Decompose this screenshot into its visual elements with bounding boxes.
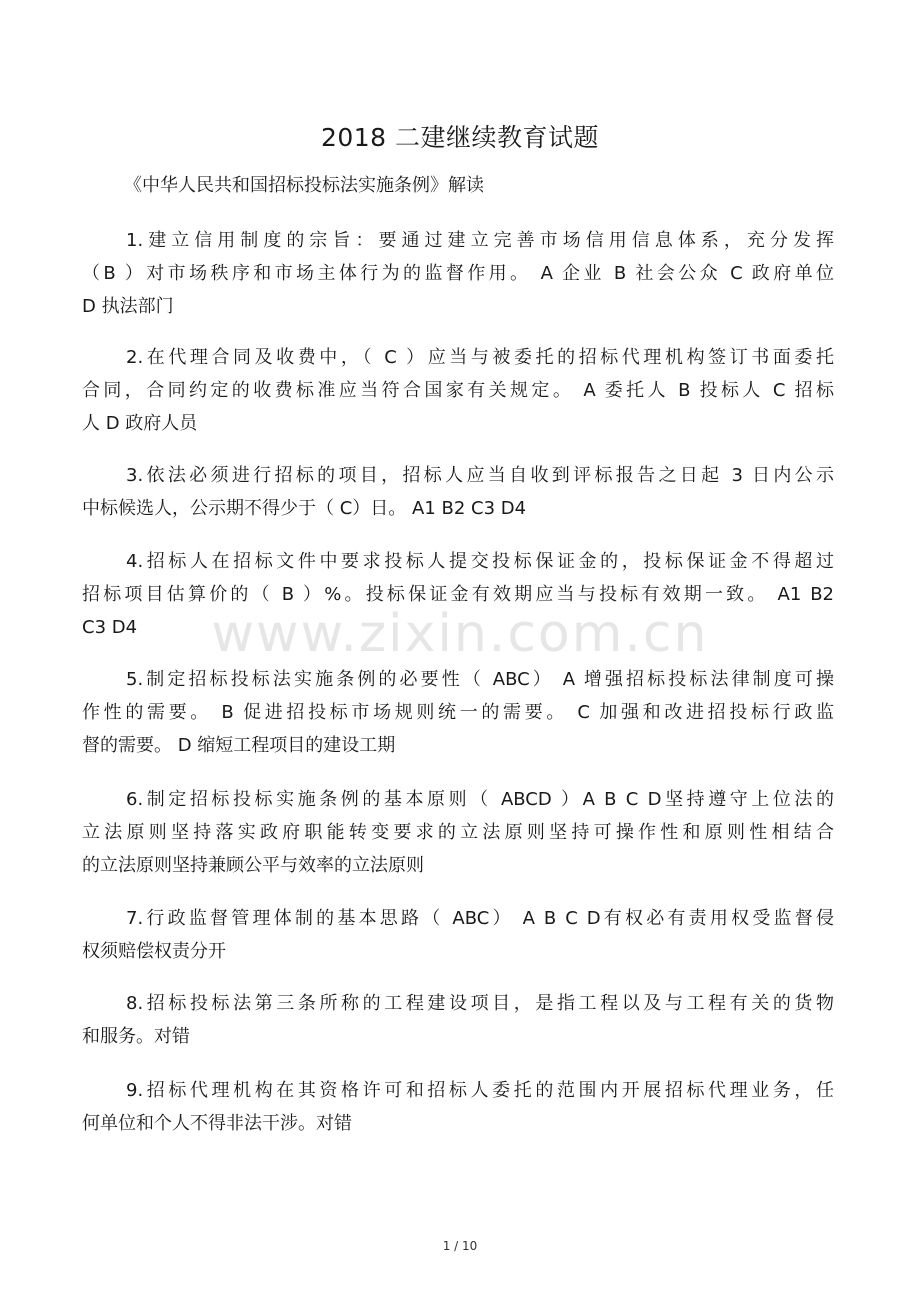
question-6 bbox=[82, 783, 834, 882]
question-line: 4.招标人在招标文件中要求投标人提交投标保证金的，投标保证金不得超过 bbox=[126, 551, 834, 572]
question-line: 8.招标投标法第三条所称的工程建设项目，是指工程以及与工程有关的货物 bbox=[126, 993, 834, 1014]
question-line: 6.制定招标投标实施条例的基本原则（ ABCD ）A B C D坚持遵守上位法的 bbox=[126, 789, 834, 810]
question-line: 人 D 政府人员 bbox=[82, 413, 198, 434]
question-line: D 执法部门 bbox=[82, 296, 174, 317]
question-line: C3 D4 bbox=[82, 617, 138, 638]
question-line: （B ）对市场秩序和市场主体行为的监督作用。 A 企业 B 社会公众 C 政府单位 bbox=[82, 263, 834, 284]
question-line: 作性的需要。 B 促进招投标市场规则统一的需要。 C 加强和改进招投标行政监 bbox=[82, 702, 834, 723]
watermark: www.zixin.com.cn bbox=[211, 604, 709, 664]
question-line: 招标项目估算价的（ B ）%。投标保证金有效期应当与投标有效期一致。 A1 B2 bbox=[82, 584, 834, 605]
document-subtitle: 《中华人民共和国招标投标法实施条例》解读 bbox=[124, 175, 484, 196]
question-3 bbox=[82, 459, 834, 525]
question-line: 3.依法必须进行招标的项目，招标人应当自收到评标报告之日起 3 日内公示 bbox=[126, 465, 834, 486]
page-number: 1 / 10 bbox=[442, 1239, 478, 1253]
question-line: 合同，合同约定的收费标准应当符合国家有关规定。 A 委托人 B 投标人 C 招标 bbox=[82, 380, 834, 401]
question-7 bbox=[82, 902, 834, 968]
question-line: 权须赔偿权责分开 bbox=[82, 941, 226, 962]
question-line: 督的需要。 D 缩短工程项目的建设工期 bbox=[82, 735, 396, 756]
question-2 bbox=[82, 341, 834, 440]
question-line: 和服务。对错 bbox=[82, 1026, 190, 1047]
question-line: 5.制定招标投标法实施条例的必要性（ ABC） A 增强招标投标法律制度可操 bbox=[126, 669, 834, 690]
question-line: 何单位和个人不得非法干涉。对错 bbox=[82, 1113, 352, 1134]
question-4 bbox=[82, 545, 834, 644]
question-line: 7.行政监督管理体制的基本思路（ ABC） A B C D有权必有责用权受监督侵 bbox=[126, 908, 834, 929]
question-line: 2.在代理合同及收费中，（ C ）应当与被委托的招标代理机构签订书面委托 bbox=[126, 347, 834, 368]
question-9 bbox=[82, 1074, 834, 1140]
question-line: 1.建立信用制度的宗旨：要通过建立完善市场信用信息体系，充分发挥 bbox=[126, 230, 834, 251]
document-title: 2018 二建继续教育试题 bbox=[320, 123, 600, 152]
question-line: 中标候选人，公示期不得少于（ C）日。 A1 B2 C3 D4 bbox=[82, 498, 527, 519]
question-5 bbox=[82, 663, 834, 762]
question-8 bbox=[82, 987, 834, 1053]
question-line: 立法原则坚持落实政府职能转变要求的立法原则坚持可操作性和原则性相结合 bbox=[82, 822, 834, 843]
question-1 bbox=[82, 224, 834, 323]
question-line: 的立法原则坚持兼顾公平与效率的立法原则 bbox=[82, 855, 424, 876]
question-line: 9.招标代理机构在其资格许可和招标人委托的范围内开展招标代理业务，任 bbox=[126, 1080, 834, 1101]
